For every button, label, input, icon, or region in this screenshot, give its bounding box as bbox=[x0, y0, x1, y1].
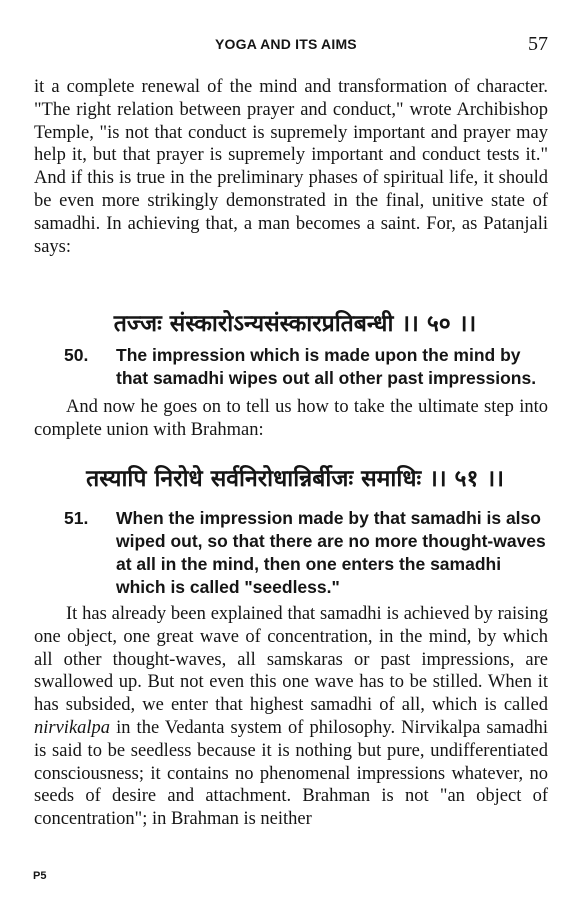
term-nirvikalpa: nirvikalpa bbox=[34, 717, 111, 738]
signature-mark: P5 bbox=[33, 870, 47, 882]
sutra-51-number: 51. bbox=[64, 508, 89, 528]
commentary-text-after: in the Vedanta system of philosophy. Nirvikalpa samadhi is said to be seedless because it is nothing but pure, undifferentiated consciousness; it contains no phenomenal impressions whatever, no seeds of desire and attachment. Brahman is not "an object of concentration"; in Brahman is neither bbox=[34, 717, 548, 830]
sutra-50-text: The impression which is made upon the mind by that samadhi wipes out all other past impressions. bbox=[116, 345, 537, 388]
sutra-50 bbox=[34, 344, 552, 390]
paragraph-transition: And now he goes on to tell us how to take the ultimate step into complete union with Brahman: bbox=[34, 397, 548, 440]
page-header bbox=[0, 33, 578, 60]
page-number: 57 bbox=[528, 33, 548, 55]
sutra-51-text: When the impression made by that samadhi is also wiped out, so that there are no more thought-waves at all in the mind, then one enters the samadhi which is called "seedless." bbox=[116, 508, 546, 597]
sanskrit-verse-50: तज्जः संस्कारोऽन्यसंस्कारप्रतिबन्धी ।। ५० ।। bbox=[113, 311, 477, 337]
commentary-text-before: It has already been explained that samadhi is achieved by raising one object, one great wave of concentration, in the mind, by which all other thought-waves, all samskaras or past impressions, are swallowed up. But not even this one wave has to be stilled. When it has subsided, we enter that highest samadhi of all, which is called bbox=[34, 604, 548, 716]
sutra-51 bbox=[34, 507, 552, 599]
sutra-50-number: 50. bbox=[64, 345, 89, 365]
running-title: YOGA AND ITS AIMS bbox=[215, 36, 357, 52]
paragraph-opening: it a complete renewal of the mind and transformation of character. "The right relation between prayer and conduct," wrote Archibishop Temple, "is not that conduct is supremely important and prayer may help it, but that prayer is supremely important and conduct tests it." And if this is true in the preliminary phases of spiritual life, it should be even more strikingly demonstrated in the final, unitive state of samadhi. In achieving that, a man becomes a saint. For, as Patanjali says: bbox=[34, 77, 548, 257]
sanskrit-verse-51: तस्यापि निरोधे सर्वनिरोधान्निर्बीजः समाधिः ।। ५१ ।। bbox=[86, 466, 504, 492]
paragraph-commentary bbox=[34, 603, 548, 831]
